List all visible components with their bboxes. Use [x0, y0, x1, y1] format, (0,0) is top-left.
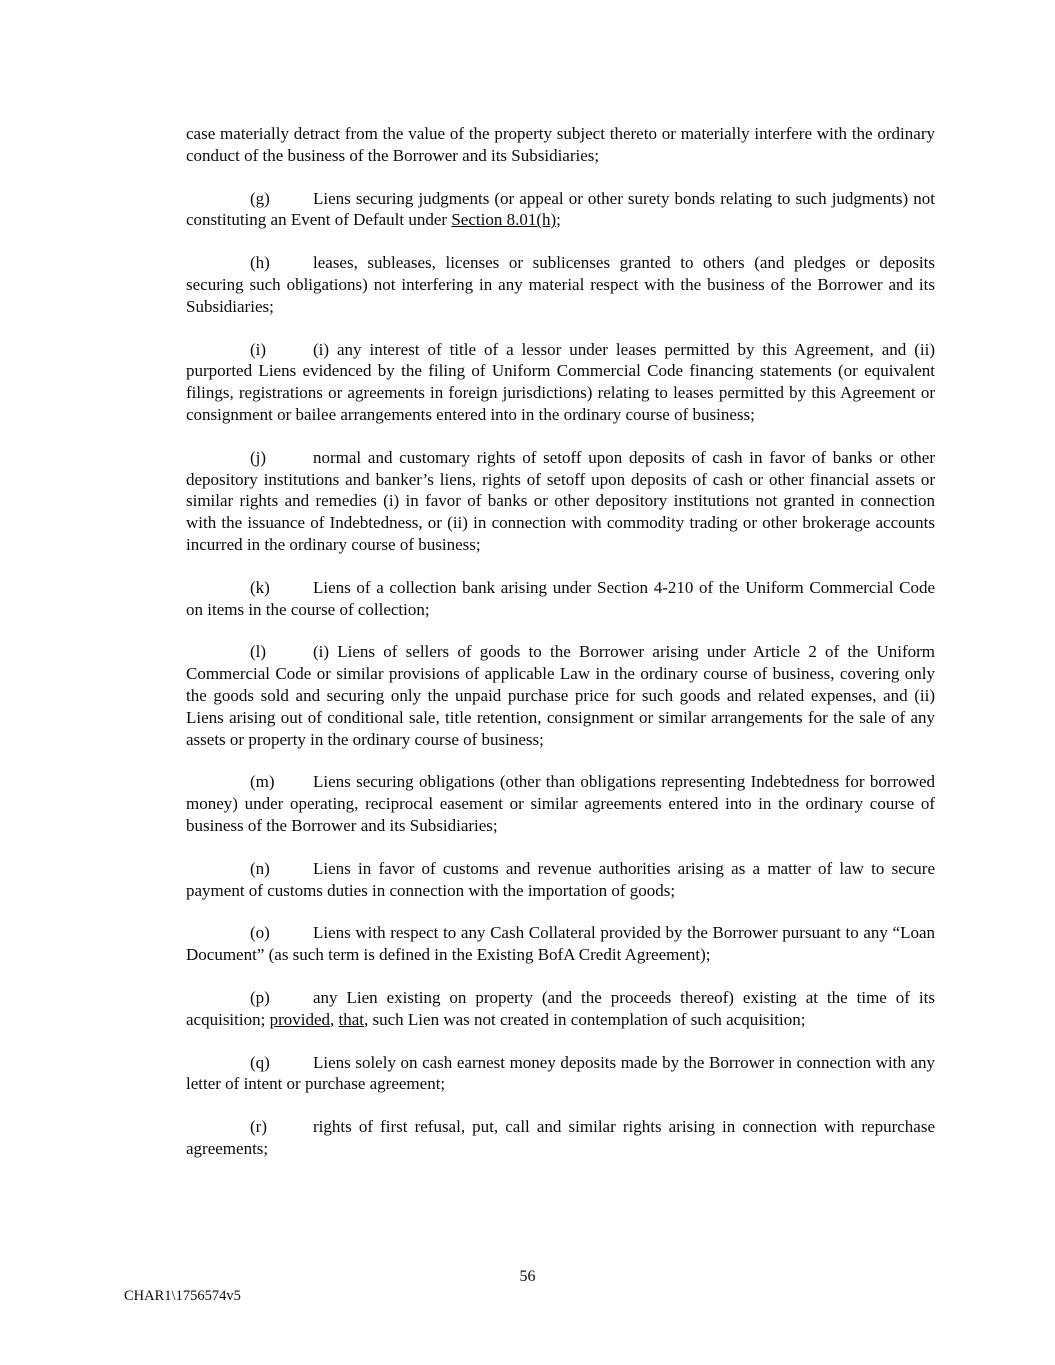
clause-paragraph: [186, 447, 935, 556]
intro-paragraph: case materially detract from the value of the property subject thereto or materially interfere with the ordinary conduct of the business of the Borrower and its Subsidiaries;: [186, 124, 935, 165]
clause-text: Liens in favor of customs and revenue authorities arising as a matter of law to secure payment of customs duties in connection with the importation of goods;: [186, 858, 935, 900]
clause-label: (g): [250, 188, 270, 208]
underlined-term: that: [338, 1009, 365, 1029]
document-body: [186, 123, 935, 1181]
clause-text: , such Lien was not created in contemplation of such acquisition;: [364, 1009, 806, 1029]
clauses: [186, 188, 935, 1160]
clause-text: ;: [556, 210, 561, 230]
clause-label: (o): [250, 923, 270, 943]
clause-text: Liens with respect to any Cash Collateral provided by the Borrower pursuant to any “Loan Document” (as such term is defined in the Existing BofA Credit Agreement);: [186, 923, 935, 965]
clause-text: normal and customary rights of setoff upon deposits of cash in favor of banks or other depository institutions and banker’s liens, rights of setoff upon deposits of cash or other financial assets or similar rights and remedies (i) in favor of banks or other depository institutions not granted in connection with the issuance of Indebtedness, or (ii) in connection with commodity trading or other brokerage accounts incurred in the ordinary course of business;: [186, 447, 935, 554]
clause-label: (j): [250, 447, 267, 467]
clause-text: rights of first refusal, put, call and similar rights arising in connection with repurchase agreements;: [186, 1117, 935, 1158]
clause-paragraph: [186, 1052, 935, 1096]
clause-text: leases, subleases, licenses or sublicenses granted to others (and pledges or deposits securing such obligations) not interfering in any material respect with the business of the Borrower and its Subsidiaries;: [186, 253, 935, 316]
clause-text: Liens solely on cash earnest money deposits made by the Borrower in connection with any letter of intent or purchase agreement;: [186, 1052, 935, 1094]
clause-label: (p): [250, 987, 270, 1007]
clause-text: any Lien existing on property (and the proceeds thereof) existing at the time of its acquisition;: [186, 987, 935, 1029]
clause-paragraph: [186, 1116, 935, 1160]
clause-text: Liens of a collection bank arising under Section 4-210 of the Uniform Commercial Code on items in the course of collection;: [186, 577, 935, 619]
clause-paragraph: [186, 252, 935, 317]
clause-paragraph: [186, 922, 935, 966]
clause-text: (i) any interest of title of a lessor under leases permitted by this Agreement, and (ii) purported Liens evidenced by the filing of Uniform Commercial Code financing statements (or equivalent filings, registrations or agreements in foreign jurisdictions) relating to leases permitted by this Agreement or consignment or bailee arrangements entered into in the ordinary course of business;: [186, 339, 935, 424]
clause-text: Liens securing obligations (other than obligations representing Indebtedness for borrowed money) under operating, reciprocal easement or similar agreements entered into in the ordinary course of business of the Borrower and its Subsidiaries;: [186, 772, 935, 835]
clause-paragraph: [186, 577, 935, 621]
clause-label: (k): [250, 577, 270, 597]
clause-text: (i) Liens of sellers of goods to the Borrower arising under Article 2 of the Uniform Commercial Code or similar provisions of applicable Law in the ordinary course of business, covering only the goods sold and securing only the unpaid purchase price for such goods and related expenses, and (ii) Liens arising out of conditional sale, title retention, consignment or similar arrangements for the sale of any assets or property in the ordinary course of business;: [186, 642, 935, 749]
underlined-term: Section 8.01(h): [451, 210, 557, 230]
clause-paragraph: [186, 188, 935, 232]
document-control-number: CHAR1\1756574v5: [124, 1288, 241, 1304]
clause-label: (q): [250, 1052, 270, 1072]
clause-label: (h): [250, 253, 270, 273]
clause-paragraph: [186, 987, 935, 1031]
clause-label: (i): [250, 339, 267, 359]
clause-paragraph: [186, 339, 935, 426]
clause-paragraph: [186, 771, 935, 836]
clause-label: (m): [250, 772, 275, 792]
clause-paragraph: [186, 858, 935, 902]
clause-paragraph: [186, 641, 935, 750]
clause-label: (l): [250, 642, 267, 662]
underlined-term: provided: [269, 1009, 331, 1029]
page-number: 56: [519, 1268, 536, 1285]
clause-label: (r): [250, 1117, 267, 1137]
clause-label: (n): [250, 858, 270, 878]
clause-text: ,: [330, 1009, 339, 1029]
clause-text: Liens securing judgments (or appeal or other surety bonds relating to such judgments) not constituting an Event of Default under: [186, 188, 935, 230]
